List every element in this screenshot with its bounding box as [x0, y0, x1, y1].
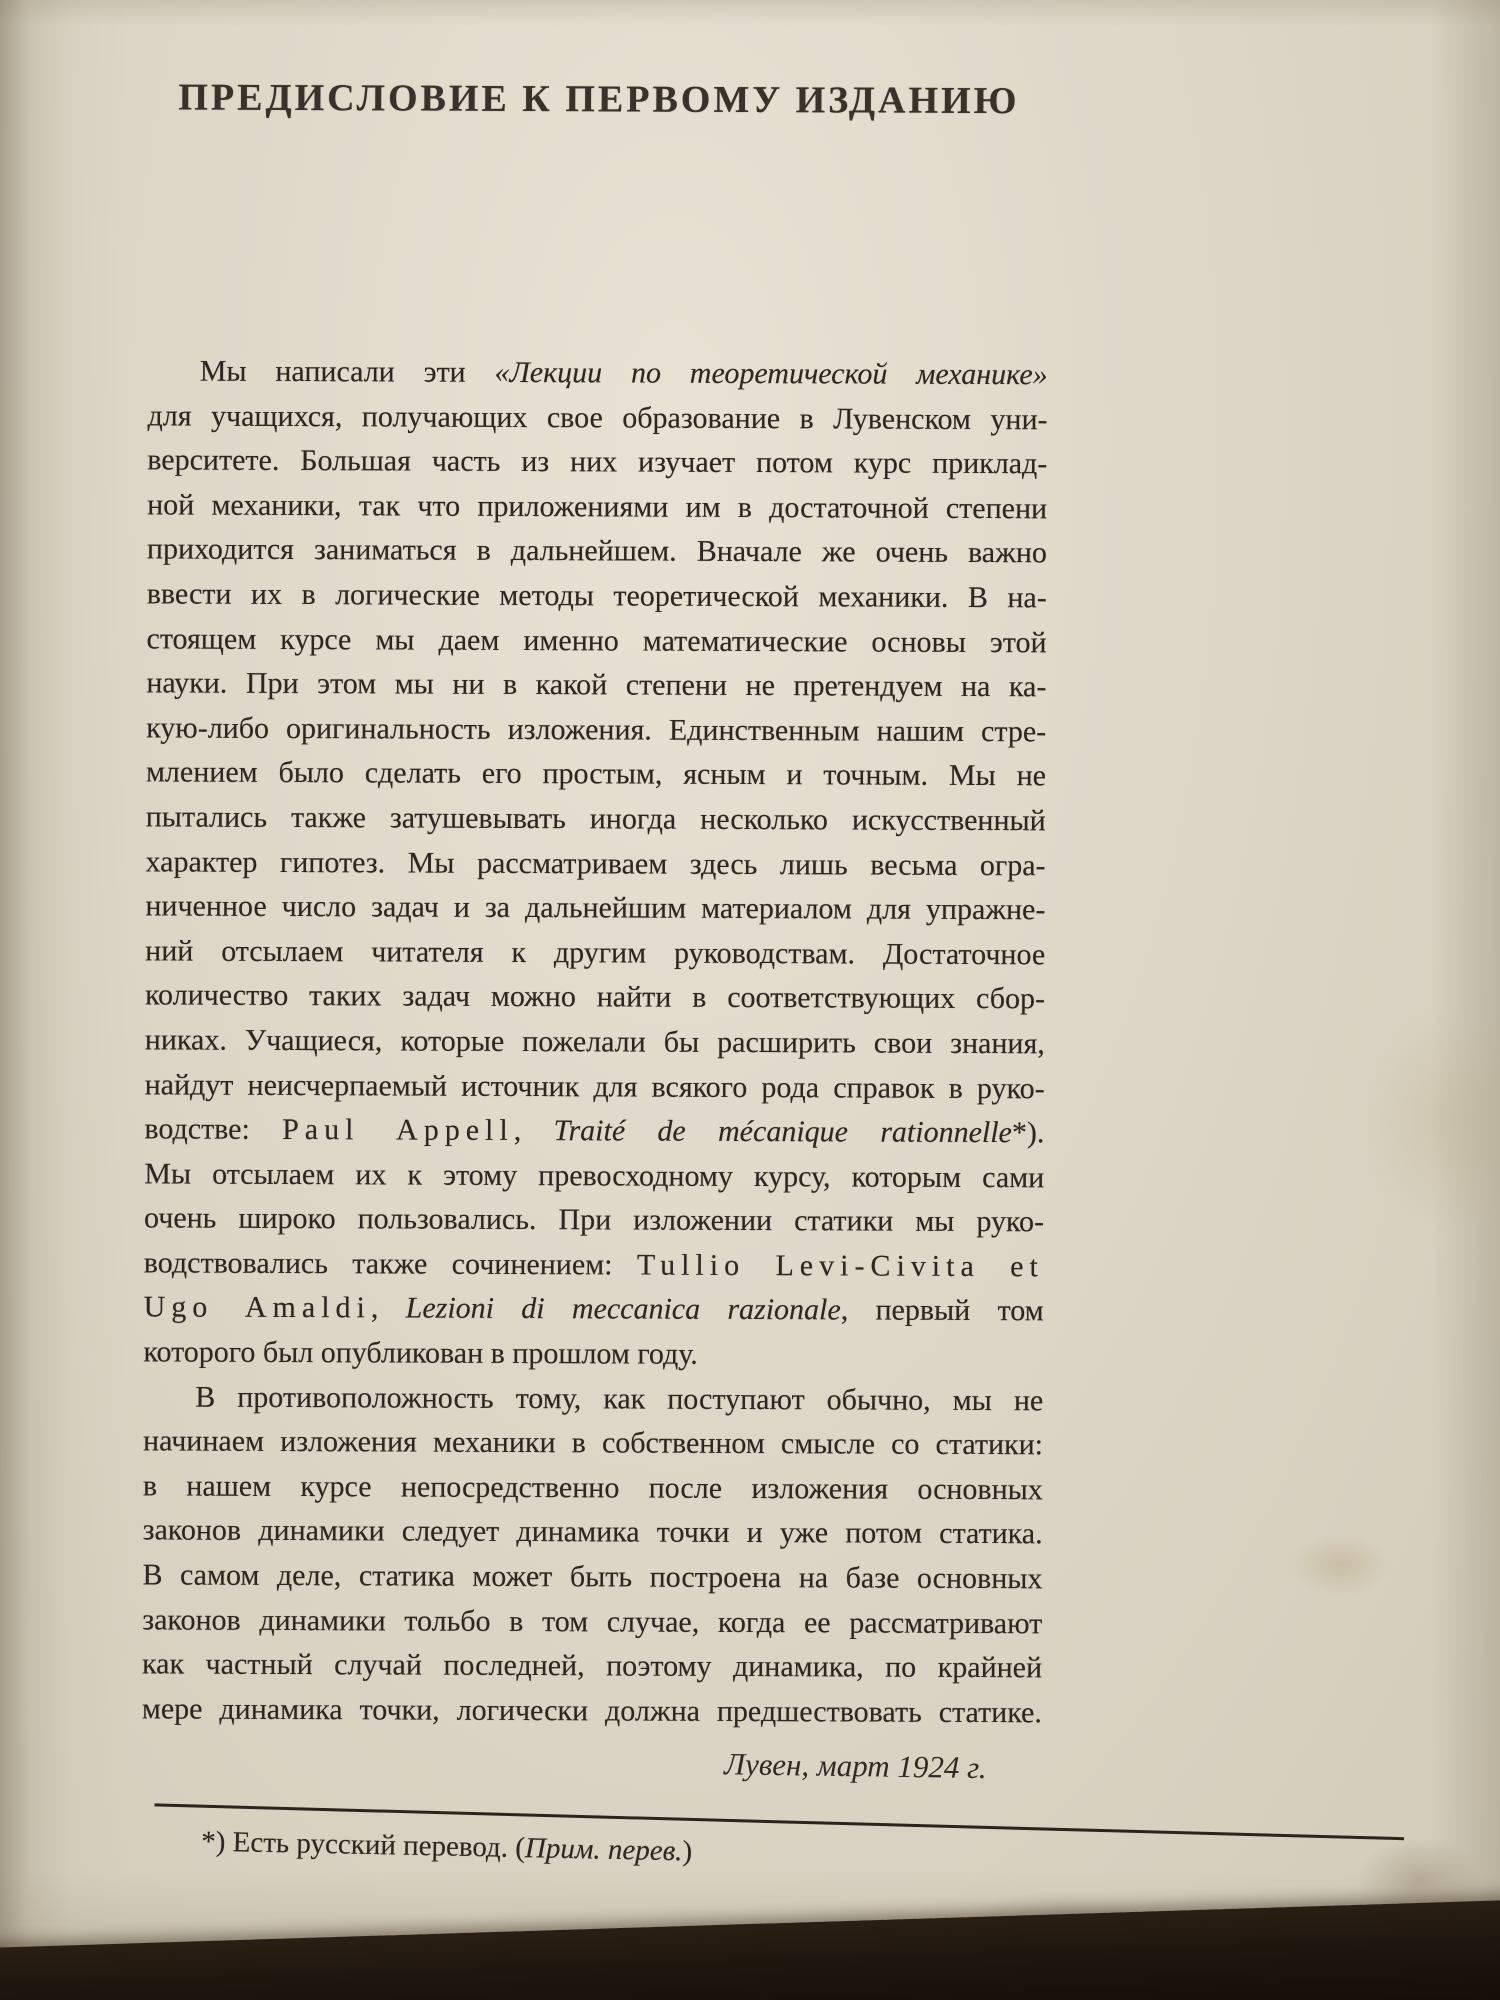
text-line	[146, 662, 1046, 711]
text-line	[146, 617, 1046, 666]
text-line	[144, 1241, 1044, 1290]
text-segment: пытались также затушевывать иногда несколько искусственный	[145, 800, 1046, 838]
text-segment: очень широко пользовались. При изложении статики мы руко-	[143, 1201, 1045, 1239]
text-line	[146, 795, 1046, 844]
text-segment: , первый том	[840, 1293, 1044, 1328]
text-segment: начинаем изложения механики в собственном смысле со статики:	[142, 1424, 1044, 1462]
text-segment: в нашем курсе непосредственно после изложения основных	[142, 1469, 1043, 1507]
text-segment: В противоположность тому, как поступают обычно, мы не	[195, 1380, 1044, 1417]
text-line	[145, 1063, 1045, 1112]
text-segment: мере динамика точки, логически должна предшествовать статике.	[141, 1692, 1042, 1730]
text-line	[145, 929, 1045, 978]
paragraph	[143, 349, 1047, 1379]
text-segment: для учащихся, получающих свое образование в Лувенском уни-	[147, 398, 1048, 436]
text-segment: Paul Appell	[282, 1113, 514, 1148]
text-segment: стоящем курсе мы даем именно математические основы этой	[146, 621, 1047, 659]
text-line	[142, 1598, 1042, 1647]
text-line	[147, 528, 1047, 577]
text-line	[147, 439, 1047, 488]
text-segment: ниченное число задач и за дальнейшим материалом для упражне-	[145, 889, 1046, 927]
text-segment: ной механики, так что приложениями им в достаточной степени	[147, 488, 1048, 526]
text-segment: науки. При этом мы ни в какой степени не претендуем на ка-	[146, 666, 1047, 704]
text-segment: «Лекции по теоретической механике»	[494, 355, 1048, 392]
text-segment: ввести их в логические методы теоретической механики. В на-	[146, 577, 1047, 615]
text-segment: верситете. Большая часть из них изучает потом курс приклад-	[147, 443, 1048, 481]
signature-line: Лувен, март 1924 г.	[723, 1746, 987, 1786]
text-line	[144, 1152, 1044, 1201]
text-line	[144, 1107, 1044, 1156]
text-segment: В самом деле, статика может быть построена на базе основных	[142, 1558, 1043, 1596]
text-segment: водстве:	[144, 1112, 283, 1147]
text-line	[147, 483, 1047, 532]
text-segment: кую-либо оригинальность изложения. Единственным нашим стре-	[146, 711, 1047, 749]
text-line	[145, 1018, 1045, 1067]
text-line	[144, 1197, 1044, 1246]
text-segment: *) Есть русский перевод. (	[201, 1825, 526, 1865]
body-text	[142, 349, 1048, 1735]
text-segment: количество таких задач можно найти в соответствующих сбор-	[144, 978, 1046, 1016]
text-line	[145, 840, 1045, 889]
text-segment: характер гипотез. Мы рассматриваем здесь лишь весьма огра-	[145, 844, 1046, 882]
paragraph	[142, 1375, 1044, 1736]
text-line	[148, 349, 1048, 398]
text-line	[143, 1509, 1043, 1558]
text-segment: Ugo Amaldi	[143, 1290, 371, 1325]
text-line	[143, 1464, 1043, 1513]
text-line	[145, 974, 1045, 1023]
text-segment: ,	[370, 1291, 406, 1325]
text-segment: )	[682, 1835, 693, 1868]
text-line	[146, 751, 1046, 800]
text-segment: Прим. перев.	[524, 1832, 683, 1868]
text-line	[143, 1330, 1043, 1379]
text-segment: никах. Учащиеся, которые пожелали бы расширить свои знания,	[144, 1023, 1045, 1061]
text-segment: млением было сделать его простым, ясным и точным. Мы не	[145, 755, 1047, 793]
text-line	[144, 1286, 1044, 1335]
text-segment: Traité de mécanique rationnelle	[553, 1114, 1012, 1150]
text-line	[142, 1553, 1042, 1602]
text-segment: *).	[1011, 1116, 1045, 1150]
text-line	[142, 1643, 1042, 1692]
page-title: ПРЕДИСЛОВИЕ К ПЕРВОМУ ИЗДАНИЮ	[178, 76, 1020, 123]
text-segment: Мы написали эти	[199, 354, 495, 389]
text-segment: Lezioni di meccanica razionale	[405, 1291, 841, 1327]
text-line	[147, 572, 1047, 621]
text-segment: которого был опубликован в прошлом году.	[143, 1335, 698, 1371]
text-segment: законов динамики тольбо в том случае, когда ее рассматривают	[142, 1602, 1043, 1640]
text-line	[143, 1420, 1043, 1469]
text-segment: законов динамики следует динамика точки и уже потом статика.	[142, 1513, 1043, 1551]
text-line	[147, 394, 1047, 443]
text-line	[143, 1375, 1043, 1424]
text-segment: найдут неисчерпаемый источник для всякого рода справок в руко-	[144, 1067, 1045, 1105]
text-line	[142, 1687, 1042, 1736]
text-segment: Tullio Levi-Civita et	[636, 1248, 1044, 1284]
text-segment: приходится заниматься в дальнейшем. Вначале же очень важно	[146, 532, 1048, 570]
text-segment: как частный случай последней, поэтому динамика, по крайней	[142, 1647, 1043, 1685]
footnote	[201, 1826, 693, 1869]
text-line	[145, 884, 1045, 933]
text-segment: ний отсылаем читателя к другим руководствам. Достаточное	[145, 934, 1046, 972]
text-segment: ,	[513, 1114, 554, 1148]
text-segment: Мы отсылаем их к этому превосходному курсу, которым сами	[144, 1157, 1045, 1194]
text-line	[146, 706, 1046, 755]
text-segment: водствовались также сочинением:	[143, 1246, 637, 1282]
